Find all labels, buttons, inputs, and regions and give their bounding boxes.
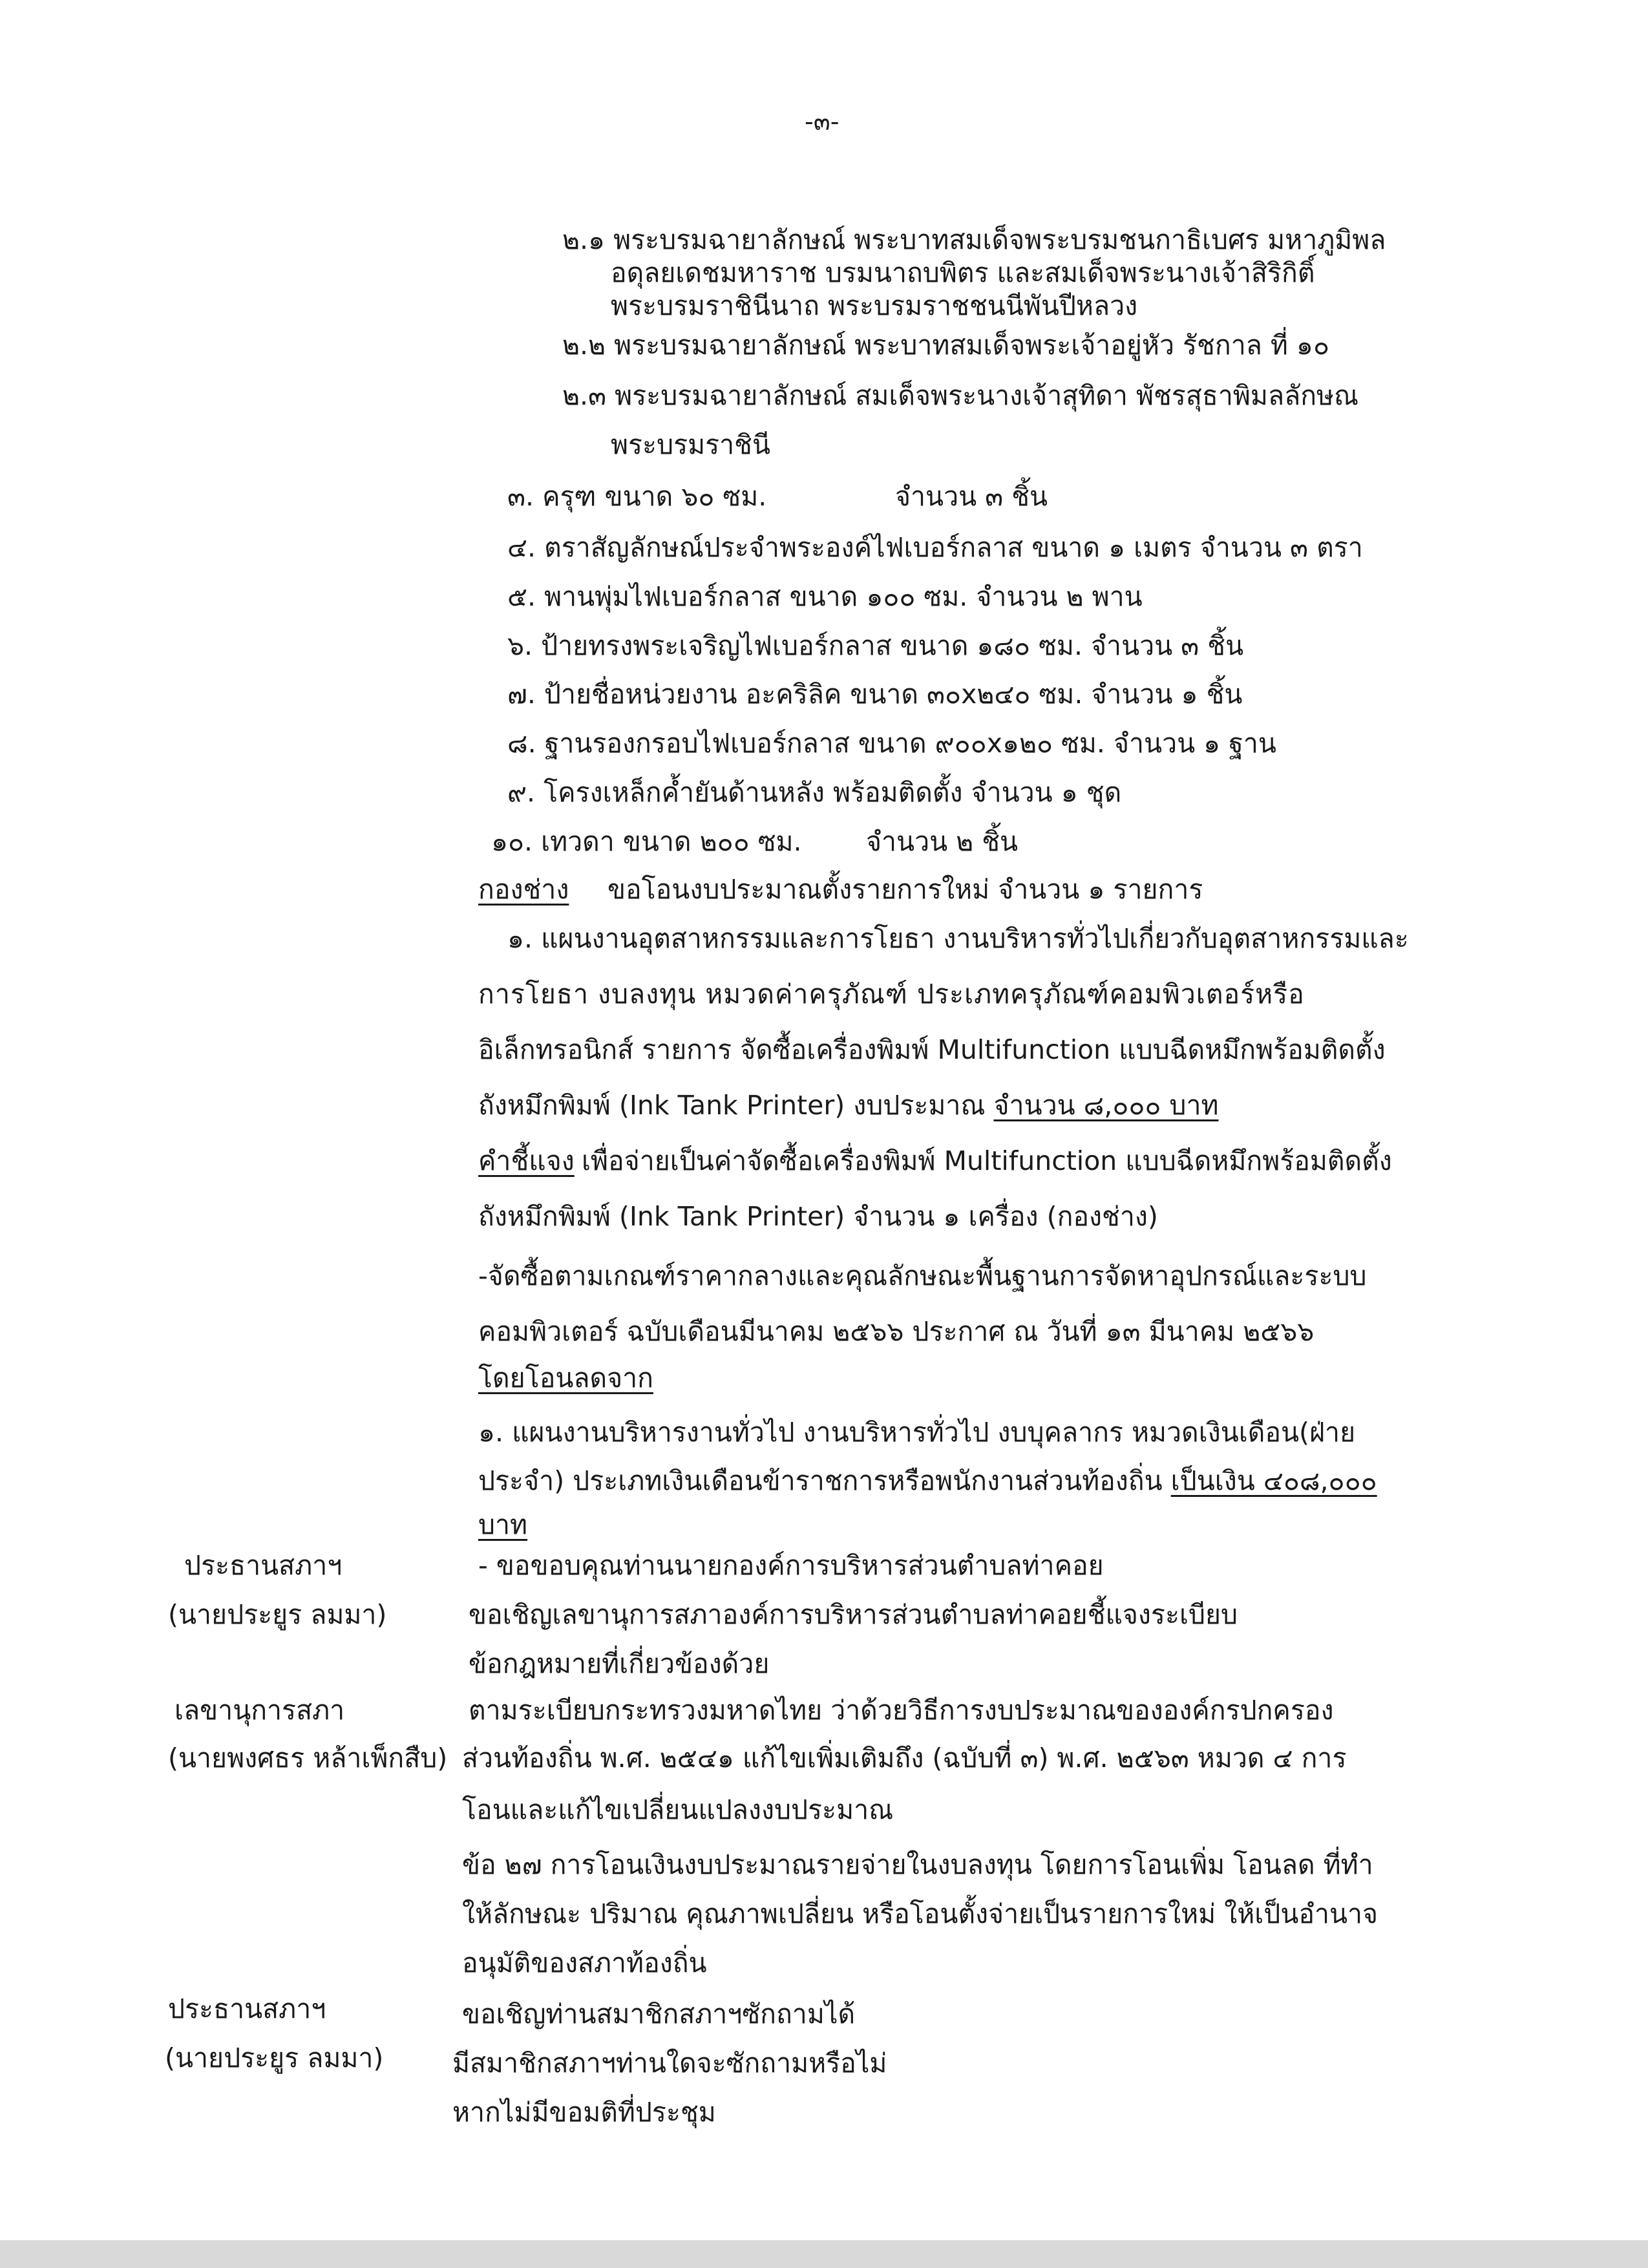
speaker-name-secretary: (นายพงศธร หล้าเพ็กสืบ) [168,1743,448,1774]
secretary-line-1: ตามระเบียบกระทรวงมหาดไทย ว่าด้วยวิธีการงบประมาณขององค์กรปกครอง [469,1695,1334,1726]
transfer-from-heading: โดยโอนลดจาก [478,1362,653,1394]
division-label: กองช่าง [478,874,569,905]
item-2-1-line-1: ๒.๑ พระบรมฉายาลักษณ์ พระบาทสมเด็จพระบรมชนกาธิเบศร มหาภูมิพล [562,224,1386,255]
item-2-3-line-1: ๒.๓ พระบรมฉายาลักษณ์ สมเด็จพระนางเจ้าสุทิดา พัชรสุธาพิมลลักษณ [562,380,1359,411]
item-2-1-line-2: อดุลยเดชมหาราช บรมนาถบพิตร และสมเด็จพระนางเจ้าสิริกิติ์ [611,257,1315,288]
speaker-role-secretary: เลขานุการสภา [174,1695,345,1726]
item-9: ๙. โครงเหล็กค้ำยันด้านหลัง พร้อมติดตั้ง จำนวน ๑ ชุด [507,777,1122,808]
chairman-line-2: ขอเชิญเลขานุการสภาองค์การบริหารส่วนตำบลท่าคอยชี้แจงระเบียบ [469,1599,1238,1630]
chairman2-line-1: ขอเชิญท่านสมาชิกสภาฯซักถามได้ [462,1998,856,2030]
secretary-line-5: ให้ลักษณะ ปริมาณ คุณภาพเปลี่ยน หรือโอนตั้งจ่ายเป็นรายการใหม่ ให้เป็นอำนาจ [462,1898,1379,1929]
source-amount: เป็นเงิน ๔๐๘,๐๐๐ [1170,1465,1377,1496]
page-number: -๓- [805,107,840,136]
item-2-1-line-3: พระบรมราชินีนาถ พระบรมราชชนนีพันปีหลวง [611,290,1138,321]
item-5: ๕. พานพุ่มไฟเบอร์กลาส ขนาด ๑๐๐ ซม. จำนวน ๒ พาน [507,581,1143,612]
source-line-2-text: ประจำ) ประเภทเงินเดือนข้าราชการหรือพนักงานส่วนท้องถิ่น [478,1465,1171,1496]
item-8: ๘. ฐานรองกรอบไฟเบอร์กลาส ขนาด ๙๐๐x๑๒๐ ซม. จำนวน ๑ ฐาน [507,728,1276,759]
item-10-quantity: จำนวน ๒ ชิ้น [866,826,1019,857]
item-2-2: ๒.๒ พระบรมฉายาลักษณ์ พระบาทสมเด็จพระเจ้าอยู่หัว รัชกาล ที่ ๑๐ [562,330,1329,361]
item-4: ๔. ตราสัญลักษณ์ประจำพระองค์ไฟเบอร์กลาส ขนาด ๑ เมตร จำนวน ๓ ตรา [507,532,1363,563]
explain-label: คำชี้แจง [478,1145,575,1176]
plan-amount: จำนวน ๘,๐๐๐ บาท [993,1090,1219,1121]
plan-line-4-text: ถังหมึกพิมพ์ (Ink Tank Printer) งบประมาณ [478,1090,986,1121]
scan-edge [0,2240,1648,2268]
criteria-line-2: คอมพิวเตอร์ ฉบับเดือนมีนาคม ๒๕๖๖ ประกาศ ณ วันที่ ๑๓ มีนาคม ๒๕๖๖ [478,1316,1315,1347]
plan-line-1: ๑. แผนงานอุตสาหกรรมและการโยธา งานบริหารทั่วไปเกี่ยวกับอุตสาหกรรมและ [507,923,1409,954]
secretary-line-2: ส่วนท้องถิ่น พ.ศ. ๒๕๔๑ แก้ไขเพิ่มเติมถึง (ฉบับที่ ๓) พ.ศ. ๒๕๖๓ หมวด ๔ การ [462,1743,1347,1774]
plan-line-2: การโยธา งบลงทุน หมวดค่าครุภัณฑ์ ประเภทครุภัณฑ์คอมพิวเตอร์หรือ [478,979,1305,1010]
speaker-name-chairman: (นายประยูร ลมมา) [168,1599,387,1630]
chairman2-line-3: หากไม่มีขอมติที่ประชุม [452,2097,716,2128]
plan-line-4 [478,1088,1219,1122]
chairman-line-1: - ขอขอบคุณท่านนายกองค์การบริหารส่วนตำบลท่าคอย [478,1550,1104,1581]
source-line-1: ๑. แผนงานบริหารงานทั่วไป งานบริหารทั่วไป งบบุคลากร หมวดเงินเดือน(ฝ่าย [478,1417,1356,1448]
item-3-name: ๓. ครุฑ ขนาด ๖๐ ซม. [507,481,767,512]
speaker-name-chairman-2: (นายประยูร ลมมา) [165,2042,384,2073]
explain-line-1: เพื่อจ่ายเป็นค่าจัดซื้อเครื่องพิมพ์ Multifunction แบบฉีดหมึกพร้อมติดตั้ง [582,1145,1392,1176]
speaker-role-chairman: ประธานสภาฯ [184,1550,343,1581]
plan-line-3: อิเล็กทรอนิกส์ รายการ จัดซื้อเครื่องพิมพ์ Multifunction แบบฉีดหมึกพร้อมติดตั้ง [478,1034,1386,1065]
item-2-3-line-2: พระบรมราชินี [611,429,771,460]
item-3-quantity: จำนวน ๓ ชิ้น [895,481,1048,512]
source-amount-unit: บาท [478,1509,528,1540]
criteria-line-1: -จัดซื้อตามเกณฑ์ราคากลางและคุณลักษณะพื้นฐานการจัดหาอุปกรณ์และระบบ [478,1260,1367,1291]
secretary-line-3: โอนและแก้ไขเปลี่ยนแปลงงบประมาณ [462,1794,894,1825]
item-10-name: ๑๐. เทวดา ขนาด ๒๐๐ ซม. [491,826,802,857]
item-6: ๖. ป้ายทรงพระเจริญไฟเบอร์กลาส ขนาด ๑๘๐ ซม. จำนวน ๓ ชิ้น [507,630,1244,661]
chairman-line-3: ข้อกฎหมายที่เกี่ยวข้องด้วย [469,1648,770,1679]
item-7: ๗. ป้ายชื่อหน่วยงาน อะคริลิค ขนาด ๓๐x๒๔๐ ซม. จำนวน ๑ ชิ้น [507,679,1243,710]
secretary-line-6: อนุมัติของสภาท้องถิ่น [462,1947,707,1978]
secretary-line-4: ข้อ ๒๗ การโอนเงินงบประมาณรายจ่ายในงบลงทุน โดยการโอนเพิ่ม โอนลด ที่ทำ [462,1849,1373,1880]
chairman2-line-2: มีสมาชิกสภาฯท่านใดจะซักถามหรือไม่ [452,2048,887,2079]
division-request: ขอโอนงบประมาณตั้งรายการใหม่ จำนวน ๑ รายการ [607,874,1203,905]
speaker-role-chairman-2: ประธานสภาฯ [168,1993,326,2024]
explain-line-2: ถังหมึกพิมพ์ (Ink Tank Printer) จำนวน ๑ เครื่อง (กองช่าง) [478,1201,1158,1232]
source-line-2 [478,1464,1377,1498]
